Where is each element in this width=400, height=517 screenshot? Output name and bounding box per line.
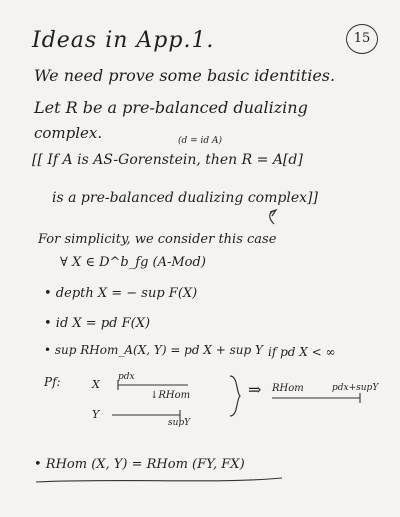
implies-arrow: ⇒	[248, 380, 262, 399]
diagram-pdx: pdx	[118, 372, 135, 382]
text-line-5: is a pre-balanced dualizing complex]]	[52, 190, 318, 206]
text-line-6: For simplicity, we consider this case	[38, 232, 277, 247]
text-line-2: Let R be a pre-balanced dualizing	[34, 98, 308, 117]
page-title: Ideas in App.1.	[32, 28, 215, 53]
text-line-3: complex.	[34, 124, 103, 142]
brace-icon	[230, 376, 240, 416]
bullet-id: • id X = pd F(X)	[44, 316, 151, 331]
proof-label: Pf:	[44, 375, 61, 389]
page-number: 15	[353, 31, 371, 46]
bullet-sup-condition: if pd X < ∞	[268, 345, 336, 359]
bullet-rhom-identity: • RHom (X, Y) = RHom (FY, FX)	[34, 457, 245, 472]
diagram-rhom: RHom	[272, 383, 304, 394]
diagram-rhom-down: ↓RHom	[150, 390, 191, 401]
diagram-y: Y	[92, 408, 100, 421]
diagram-x: X	[92, 378, 100, 391]
diagram-result: pdx+supY	[332, 383, 379, 393]
diagram-supy: supY	[168, 418, 191, 428]
bullet-sup-rhom: • sup RHom_A(X, Y) = pd X + sup Y	[44, 343, 263, 357]
text-line-1: We need prove some basic identities.	[34, 66, 336, 85]
annotation-d-note: (d = id A)	[178, 136, 223, 146]
text-line-4: [[ If A is AS-Gorenstein, then R = A[d]	[32, 152, 303, 168]
bullet-depth: • depth X = − sup F(X)	[44, 286, 198, 301]
underline-final	[36, 478, 282, 482]
text-line-7: ∀ X ∈ D^b_fg (A-Mod)	[60, 255, 206, 270]
